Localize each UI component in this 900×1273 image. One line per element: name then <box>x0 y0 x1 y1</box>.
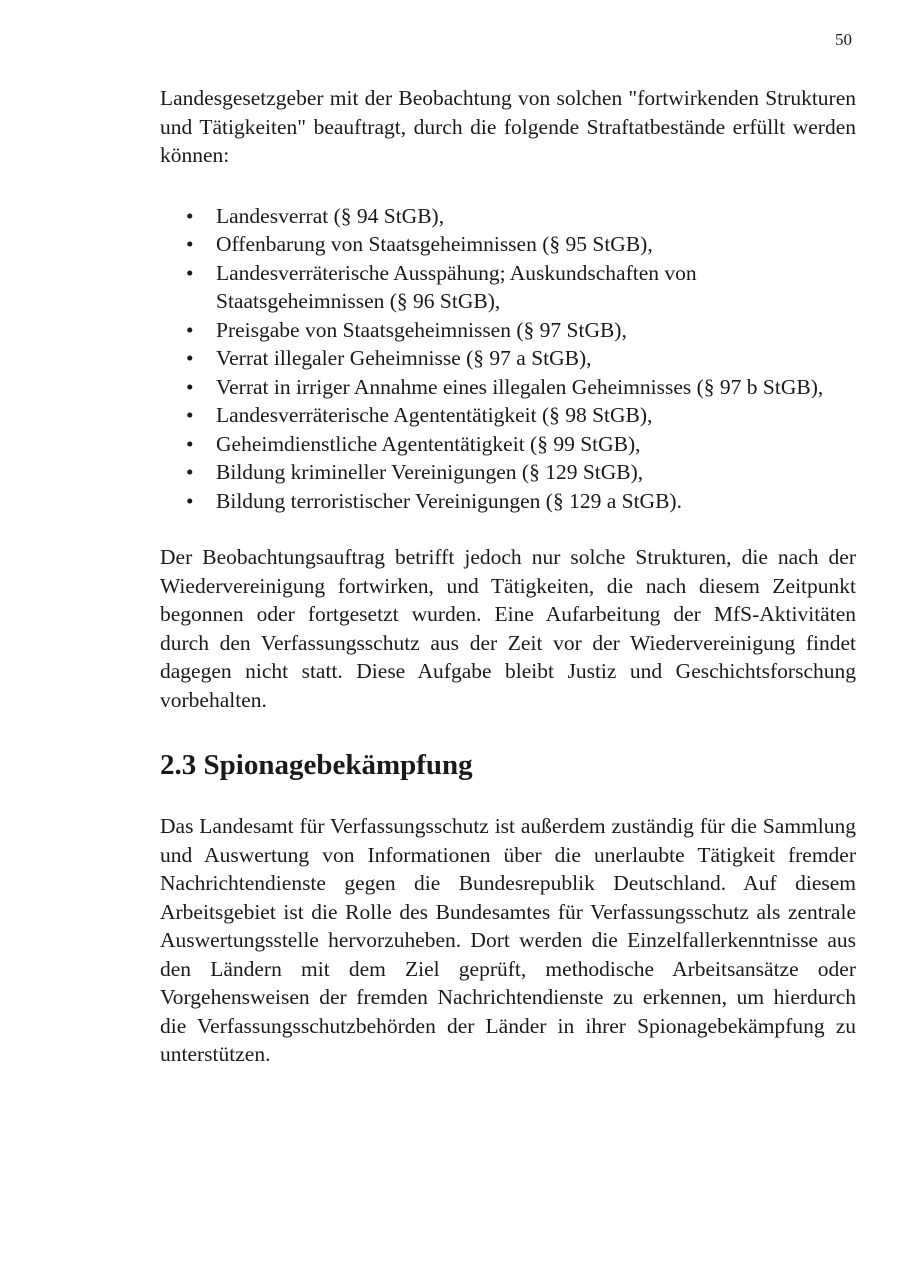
list-item <box>186 259 856 316</box>
offense-list <box>160 202 856 516</box>
bullet-icon: • <box>186 460 194 484</box>
page-number: 50 <box>835 30 852 49</box>
list-item-text: Landesverrat (§ 94 StGB), <box>216 203 445 228</box>
bullet-icon: • <box>186 431 194 456</box>
list-item-text: Offenbarung von Staatsgeheimnissen (§ 95 StGB), <box>216 232 653 256</box>
list-item-text: Preisgabe von Staatsgeheimnissen (§ 97 StGB), <box>216 317 627 342</box>
list-item-text: Bildung krimineller Vereinigungen (§ 129 StGB), <box>216 460 644 484</box>
bullet-icon: • <box>186 374 194 399</box>
list-item <box>186 202 856 231</box>
section-paragraph: Das Landesamt für Verfassungsschutz ist außerdem zuständig für die Sammlung und Auswertung von Informationen über die unerlaubte Tätigkeit fremder Nachrichtendienste gegen die Bundesrepublik Deutschland. Auf diesem Arbeitsgebiet ist die Rolle des Bundesamtes für Verfassungsschutz als zentrale Auswertungsstelle hervorzuheben. Dort werden die Einzelfallerkenntnisse aus den Ländern mit dem Ziel geprüft, methodische Arbeitsansätze oder Vorgehensweisen der fremden Nachrichtendienste zu erkennen, um hierdurch die Verfassungsschutzbehörden der Länder in ihrer Spionagebekämpfung zu unterstützen. <box>160 814 856 1066</box>
list-item <box>186 487 856 516</box>
list-item <box>186 401 856 430</box>
bullet-icon: • <box>186 317 194 342</box>
list-item-text: Bildung terroristischer Vereinigungen (§ 129 a StGB). <box>216 488 682 513</box>
list-item <box>186 430 856 459</box>
bullet-icon: • <box>186 346 194 370</box>
observation-paragraph: Der Beobachtungsauftrag betrifft jedoch nur solche Strukturen, die nach der Wiedervereinigung fortwirken, und Tätigkeiten, die nach diesem Zeitpunkt begonnen oder fortgesetzt wurden. Eine Aufarbeitung der MfS-Aktivitäten durch den Verfassungsschutz aus der Zeit vor der Wiedervereinigung findet dagegen nicht statt. Diese Aufgabe bleibt Justiz und Geschichtsforschung vorbehalten. <box>160 545 856 712</box>
list-item-text: Geheimdienstliche Agententätigkeit (§ 99 StGB), <box>216 431 641 456</box>
section-heading: 2.3 Spionagebekämpfung <box>160 749 473 781</box>
intro-paragraph: Landesgesetzgeber mit der Beobachtung von solchen "fortwirkenden Strukturen und Tätigkeiten" beauftragt, durch die folgende Straftatbestände erfüllt werden können: <box>160 86 856 167</box>
list-item-text: Verrat in irriger Annahme eines illegalen Geheimnisses (§ 97 b StGB), <box>216 374 824 399</box>
list-item <box>186 344 856 373</box>
list-item <box>186 373 856 402</box>
bullet-icon: • <box>186 403 194 427</box>
list-item <box>186 230 856 259</box>
list-item <box>186 458 856 487</box>
bullet-icon: • <box>186 203 194 228</box>
list-item <box>186 316 856 345</box>
page-body <box>160 84 856 1069</box>
bullet-icon: • <box>186 260 194 285</box>
list-item-text: Verrat illegaler Geheimnisse (§ 97 a StGB), <box>216 346 592 370</box>
list-item-text: Landesverräterische Ausspähung; Auskundschaften von Staatsgeheimnissen (§ 96 StGB), <box>216 260 697 313</box>
bullet-icon: • <box>186 488 194 513</box>
list-item-text: Landesverräterische Agententätigkeit (§ 98 StGB), <box>216 403 653 427</box>
bullet-icon: • <box>186 232 194 256</box>
